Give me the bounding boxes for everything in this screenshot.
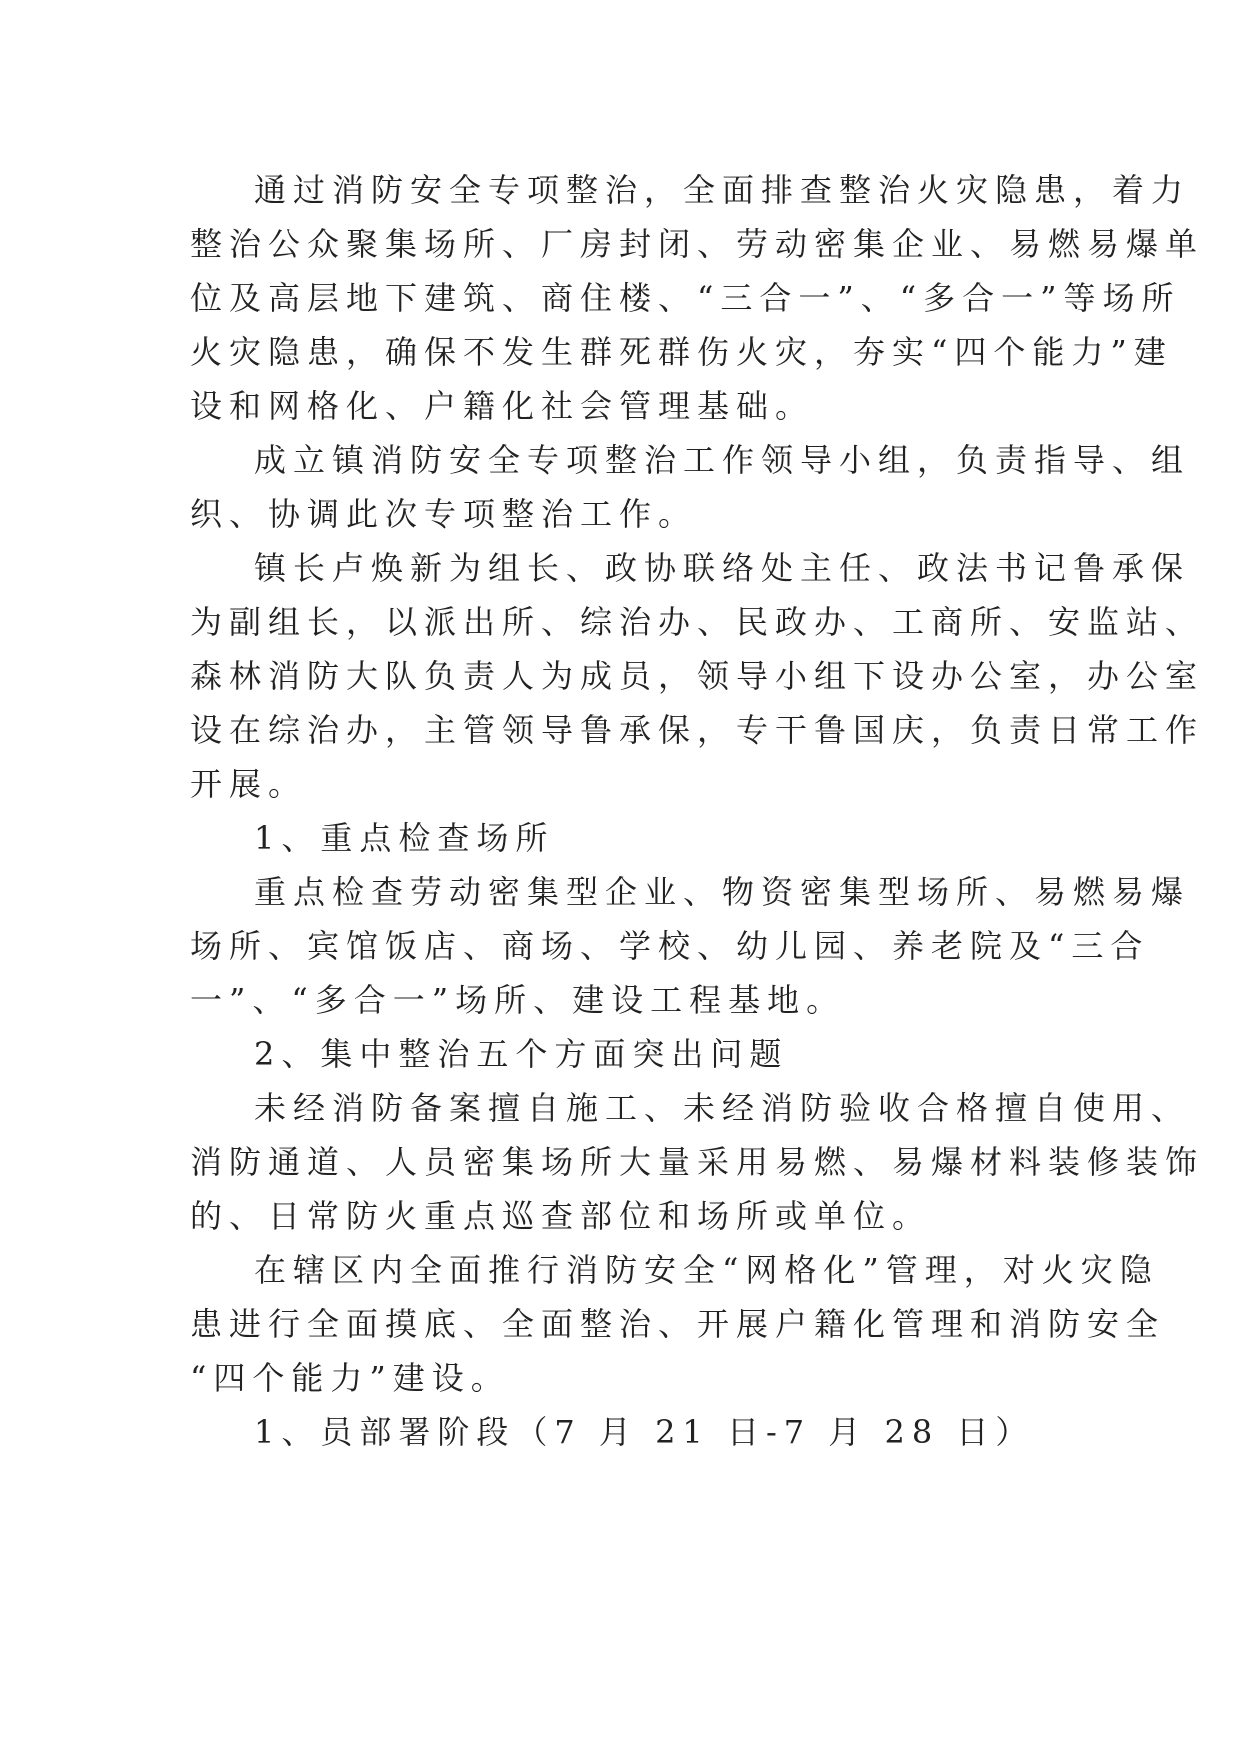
text-line [0,484,1241,544]
line-text: 1、重点检查场所 [254,819,555,857]
text-line [0,376,1241,436]
text-line [0,1294,1241,1354]
line-text: 火灾隐患，确保不发生群死群伤火灾，夯实“四个能力”建 [190,333,1173,371]
line-text: 患进行全面摸底、全面整治、开展户籍化管理和消防安全 [190,1305,1166,1343]
text-line [0,430,1241,490]
line-text: 未经消防备案擅自施工、未经消防验收合格擅自使用、 [254,1089,1191,1127]
text-line [0,592,1241,652]
text-line [0,1024,1241,1084]
text-line [0,1132,1241,1192]
text-line [0,160,1241,220]
text-line [0,1240,1241,1300]
text-line [0,322,1241,382]
line-text: 2、集中整治五个方面突出问题 [254,1035,789,1073]
text-line [0,268,1241,328]
line-text: 为副组长，以派出所、综治办、民政办、工商所、安监站、 [190,603,1205,641]
text-line [0,1348,1241,1408]
text-line [0,538,1241,598]
text-line [0,1186,1241,1246]
text-line [0,1402,1241,1462]
line-text: 重点检查劳动密集型企业、物资密集型场所、易燃易爆 [254,873,1191,911]
text-line [0,646,1241,706]
text-line [0,754,1241,814]
line-text: 镇长卢焕新为组长、政协联络处主任、政法书记鲁承保 [254,549,1191,587]
line-text: 通过消防安全专项整治，全面排查整治火灾隐患，着力 [254,171,1191,209]
line-text: 森林消防大队负责人为成员，领导小组下设办公室，办公室 [190,657,1205,695]
line-text: 场所、宾馆饭店、商场、学校、幼儿园、养老院及“三合 [190,927,1150,965]
line-text: 织、协调此次专项整治工作。 [190,495,698,533]
text-line [0,808,1241,868]
line-text: 一”、“多合一”场所、建设工程基地。 [190,981,846,1019]
text-line [0,700,1241,760]
text-line [0,1078,1241,1138]
line-text: 1、员部署阶段（7 月 21 日-7 月 28 日） [254,1413,1035,1451]
line-text: “四个能力”建设。 [190,1359,510,1397]
line-text: 消防通道、人员密集场所大量采用易燃、易爆材料装修装饰 [190,1143,1205,1181]
line-text: 开展。 [190,765,308,803]
line-text: 的、日常防火重点巡查部位和场所或单位。 [190,1197,932,1235]
text-line [0,214,1241,274]
line-text: 位及高层地下建筑、商住楼、“三合一”、“多合一”等场所 [190,279,1181,317]
line-text: 设和网格化、户籍化社会管理基础。 [190,387,815,425]
text-line [0,862,1241,922]
line-text: 成立镇消防安全专项整治工作领导小组，负责指导、组 [254,441,1191,479]
line-text: 设在综治办，主管领导鲁承保，专干鲁国庆，负责日常工作 [190,711,1205,749]
text-line [0,970,1241,1030]
line-text: 整治公众聚集场所、厂房封闭、劳动密集企业、易燃易爆单 [190,225,1205,263]
line-text: 在辖区内全面推行消防安全“网格化”管理，对火灾隐 [254,1251,1159,1289]
text-line [0,916,1241,976]
